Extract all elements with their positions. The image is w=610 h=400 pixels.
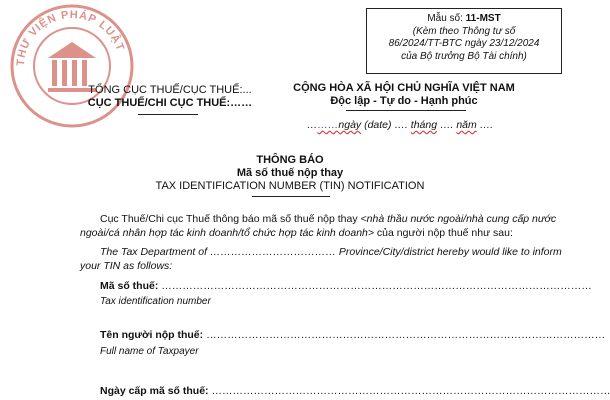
national-header xyxy=(284,82,524,108)
notice-title-line-1: THÔNG BÁO xyxy=(256,154,324,166)
field-tin xyxy=(100,279,592,293)
notice-title-line-2: Mã số thuế nộp thay xyxy=(236,167,344,179)
field-issue-date-dots: …………………………………………………………………………………………………… xyxy=(211,385,610,397)
date-nam: năm xyxy=(456,119,477,131)
notice-title xyxy=(120,154,460,193)
form-ref-line-4: của Bộ trưởng Bộ Tài chính) xyxy=(401,50,527,62)
notice-title-line-3: TAX IDENTIFICATION NUMBER (TIN) NOTIFICATION xyxy=(155,180,425,192)
title-underline xyxy=(252,196,330,197)
form-code-box xyxy=(366,8,562,74)
watermark-logo xyxy=(8,2,136,130)
agency-header xyxy=(80,84,260,110)
national-motto: Độc lập - Tự do - Hạnh phúc xyxy=(330,95,478,107)
field-tin-label: Mã số thuế: xyxy=(100,280,162,292)
agency-underline xyxy=(138,114,198,115)
field-tin-dots: …………………………………………………………………………………………………………… xyxy=(161,280,592,292)
motto-underline xyxy=(346,110,466,111)
form-code-line: Mẫu số: 11-MST xyxy=(427,13,501,24)
date-ngay: ngày xyxy=(338,119,362,131)
intro-paragraph-en: The Tax Department of ……………………………… Province/City/district hereby would like to inform your TIN as follows: xyxy=(80,246,562,272)
field-issue-date-label: Ngày cấp mã số thuế: xyxy=(100,385,212,397)
form-code: 11-MST xyxy=(465,13,501,24)
date-line: ………ngày (date) …. tháng …. năm …. xyxy=(306,119,494,131)
field-issue-date xyxy=(100,384,610,398)
form-ref-line-2: (Kèm theo Thông tư số xyxy=(412,25,516,37)
field-taxpayer-name-label: Tên người nộp thuế: xyxy=(100,329,207,341)
date-dots: …… xyxy=(317,119,339,131)
field-taxpayer-name xyxy=(100,328,606,342)
national-title: CỘNG HÒA XÃ HỘI CHỦ NGHĨA VIỆT NAM xyxy=(293,82,515,94)
agency-line-2: CỤC THUẾ/CHI CỤC THUẾ:…… xyxy=(87,97,253,109)
logo-text: THƯ VIỆN PHÁP LUẬT xyxy=(14,8,127,67)
date-thang: tháng xyxy=(410,119,438,131)
field-tin-sub: Tax identification number xyxy=(100,296,211,307)
field-taxpayer-name-sub: Full name of Taxpayer xyxy=(100,346,199,357)
intro-paragraph-vi: Cục Thuế/Chi cục Thuế thông báo mã số thuế nộp thay <nhà thầu nước ngoài/nhà cung cấp nước ngoài/cá nhân hợp tác kinh doanh/tổ chức hợp tác kinh doanh> của người nộp thuế như sau: xyxy=(80,213,557,239)
form-ref-line-3: 86/2024/TT-BTC ngày 23/12/2024 xyxy=(388,38,540,49)
field-taxpayer-name-dots: …………………………………………………………………………………………………… xyxy=(206,329,606,341)
agency-line-1: TỔNG CỤC THUẾ/CỤC THUẾ:... xyxy=(88,84,252,96)
